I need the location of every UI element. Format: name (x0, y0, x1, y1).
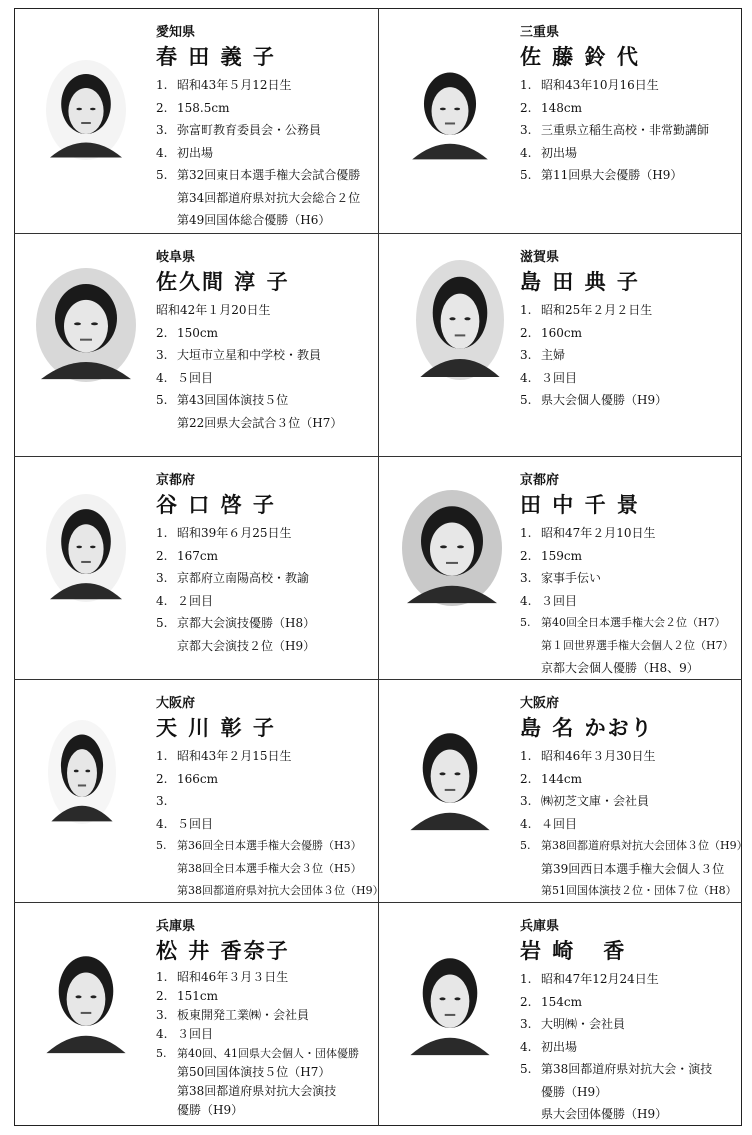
profile-details (520, 522, 734, 680)
portrait-eye (91, 322, 98, 325)
detail-line (520, 545, 734, 568)
portrait-face (432, 87, 469, 135)
item-text: 第38回都道府県対抗大会演技 (177, 1084, 337, 1098)
item-text: 第36回全日本選手権大会優勝（H3） (177, 839, 362, 852)
item-text: 昭和39年６月25日生 (177, 526, 292, 540)
detail-line (156, 1044, 359, 1063)
item-text: 第34回都道府県対抗大会総合２位 (177, 190, 361, 205)
profile-details (156, 522, 315, 657)
detail-line (156, 1006, 359, 1025)
item-text: 京都大会演技優勝（H8） (177, 616, 316, 630)
item-number: 1. (520, 749, 532, 763)
portrait-eye (464, 317, 470, 320)
person-name: 春 田 義 子 (156, 45, 276, 69)
portrait-eye (74, 770, 79, 773)
prefecture-label: 大阪府 (156, 696, 196, 711)
item-text: 第50回国体演技５位（H7） (177, 1065, 331, 1079)
portrait-photo (41, 55, 131, 165)
prefecture-label: 兵庫県 (520, 919, 560, 934)
item-text: 第51回国体演技２位・団体７位（H8） (541, 884, 737, 897)
detail-line (520, 522, 734, 545)
prefecture-label: 京都府 (156, 473, 196, 488)
detail-line (156, 187, 360, 210)
item-number: 3. (520, 348, 532, 362)
detail-line (156, 790, 384, 813)
item-text: 昭和42年１月20日生 (156, 303, 271, 317)
item-text: ３回目 (541, 370, 578, 385)
detail-line (156, 322, 342, 345)
item-number: 1. (520, 303, 532, 317)
detail-line (156, 1082, 359, 1101)
detail-line (520, 768, 748, 791)
item-number: 4. (520, 816, 532, 831)
item-text: 板東開発工業㈱・会社員 (177, 1008, 310, 1022)
item-text: 京都大会演技２位（H9） (177, 638, 316, 653)
detail-line (520, 657, 734, 680)
item-number: 1. (520, 972, 532, 986)
profile-details (156, 74, 360, 232)
item-text: 第38回都道府県対抗大会団体３位（H9） (177, 884, 384, 897)
portrait-mouth (81, 561, 91, 563)
item-number: 2. (520, 100, 532, 115)
portrait-mouth (81, 1012, 92, 1014)
detail-line (156, 813, 384, 836)
detail-line (520, 1103, 712, 1126)
item-text: 第38回全日本選手権大会３位（H5） (177, 861, 362, 875)
detail-line (156, 299, 342, 322)
detail-line (520, 968, 712, 991)
detail-line (156, 768, 384, 791)
item-number: 2. (156, 548, 168, 563)
portrait-face (68, 88, 103, 134)
item-number: 4. (156, 593, 168, 608)
item-number: 5. (156, 168, 168, 182)
detail-line (520, 1081, 712, 1104)
detail-line (520, 97, 709, 120)
item-number: 2. (156, 325, 168, 340)
item-text: ５回目 (177, 816, 214, 831)
item-text: 京都大会個人優勝（H8、9） (541, 661, 699, 675)
item-text: ４回目 (541, 816, 578, 831)
item-number: 4. (156, 145, 168, 160)
portrait-eye (440, 545, 447, 548)
detail-line (520, 389, 667, 412)
profile-details (520, 299, 667, 412)
prefecture-label: 京都府 (520, 473, 560, 488)
detail-line (520, 1036, 712, 1059)
portrait-photo (411, 255, 509, 385)
item-text: 京都府立南陽高校・教諭 (177, 571, 310, 585)
portrait-face (441, 294, 480, 349)
person-name: 谷 口 啓 子 (156, 493, 276, 517)
person-name: 天 川 彰 子 (156, 716, 276, 740)
profile-details (156, 299, 342, 434)
item-number: 1. (520, 78, 532, 92)
item-text: 159cm (541, 548, 583, 563)
portrait-eye (457, 545, 464, 548)
item-text: 県大会個人優勝（H9） (541, 393, 668, 407)
detail-line (520, 835, 748, 858)
portrait-eye (76, 108, 82, 111)
item-text: 第１回世界選手権大会個人２位（H7） (541, 638, 734, 652)
item-text: 144cm (541, 771, 583, 786)
item-text: 優勝（H9） (177, 1103, 244, 1117)
prefecture-label: 滋賀県 (520, 250, 560, 265)
portrait-mouth (445, 122, 455, 124)
item-text: 昭和46年３月30日生 (541, 749, 656, 763)
portrait-mouth (446, 562, 458, 564)
person-name: 佐 藤 鈴 代 (520, 45, 640, 69)
detail-line (156, 590, 315, 613)
item-number: 5. (156, 839, 167, 852)
detail-line (156, 835, 384, 858)
detail-line (156, 567, 315, 590)
portrait-face (431, 749, 470, 802)
profile-details (520, 74, 709, 187)
item-number: 2. (156, 771, 168, 786)
detail-line (156, 1063, 359, 1082)
portrait-photo (401, 937, 499, 1063)
portrait-mouth (78, 784, 86, 786)
item-text: 昭和25年２月２日生 (541, 303, 653, 317)
detail-line (520, 367, 667, 390)
item-number: 3. (520, 1017, 532, 1031)
item-text: ２回目 (177, 593, 214, 608)
item-text: ５回目 (177, 370, 214, 385)
item-text: 大明㈱・会社員 (541, 1017, 626, 1031)
person-name: 田 中 千 景 (520, 493, 640, 517)
item-number: 5. (520, 393, 532, 407)
detail-line (520, 590, 734, 613)
item-text: 昭和43年２月15日生 (177, 749, 292, 763)
item-number: 3. (156, 1008, 168, 1022)
item-number: 4. (156, 1027, 168, 1041)
item-text: 160cm (541, 325, 583, 340)
detail-line (156, 858, 384, 881)
portrait-eye (439, 772, 445, 775)
item-text: ㈱初芝文庫・会社員 (541, 794, 650, 808)
column-divider (378, 8, 379, 1126)
portrait-face (430, 522, 474, 575)
portrait-eye (454, 108, 460, 111)
item-number: 2. (520, 994, 532, 1009)
prefecture-label: 兵庫県 (156, 919, 196, 934)
item-number: 2. (520, 325, 532, 340)
portrait-eye (90, 108, 96, 111)
item-number: 4. (520, 145, 532, 160)
portrait-photo (37, 935, 135, 1061)
item-number: 1. (156, 526, 168, 540)
detail-line (520, 1058, 712, 1081)
item-number: 3. (156, 571, 168, 585)
portrait-eye (90, 995, 96, 998)
portrait-mouth (445, 1014, 456, 1016)
row-divider (14, 233, 742, 234)
item-number: 1. (156, 749, 168, 763)
detail-line (156, 344, 342, 367)
detail-line (156, 522, 315, 545)
item-text: 県大会団体優勝（H9） (541, 1107, 668, 1121)
item-number: 3. (520, 571, 532, 585)
portrait-photo (31, 263, 141, 387)
portrait-photo (41, 489, 131, 607)
portrait-eye (439, 997, 445, 1000)
item-text: 166cm (177, 771, 219, 786)
profile-details (520, 968, 712, 1126)
detail-line (156, 968, 359, 987)
item-text: 第38回都道府県対抗大会団体３位（H9） (541, 839, 748, 852)
item-number: 3. (156, 348, 168, 362)
detail-line (156, 612, 315, 635)
item-number: 3. (156, 794, 168, 808)
portrait-photo (43, 715, 121, 829)
item-text: 昭和43年10月16日生 (541, 78, 659, 92)
item-text: 昭和46年３月３日生 (177, 970, 289, 984)
portrait-mouth (81, 122, 91, 124)
detail-line (520, 344, 667, 367)
item-text: 第49回国体総合優勝（H6） (177, 213, 331, 227)
item-text: 第43回国体演技５位 (177, 393, 289, 407)
item-number: 1. (156, 78, 168, 92)
item-number: 5. (520, 168, 532, 182)
portrait-eye (449, 317, 455, 320)
portrait-eye (75, 995, 81, 998)
person-name: 島 田 典 子 (520, 270, 640, 294)
item-number: 4. (520, 593, 532, 608)
prefecture-label: 大阪府 (520, 696, 560, 711)
item-number: 4. (156, 370, 168, 385)
detail-line (520, 119, 709, 142)
portrait-mouth (455, 334, 466, 336)
detail-line (520, 880, 748, 903)
detail-line (156, 367, 342, 390)
detail-line (520, 991, 712, 1014)
item-text: 第38回都道府県対抗大会・演技 (541, 1062, 713, 1076)
detail-line (156, 209, 360, 232)
portrait-mouth (80, 339, 92, 341)
item-number: 3. (520, 123, 532, 137)
item-text: 昭和47年12月24日生 (541, 972, 659, 986)
detail-line (156, 635, 315, 658)
detail-line (156, 119, 360, 142)
person-name: 佐久間 淳 子 (156, 270, 290, 294)
item-text: 三重県立稲生高校・非常勤講師 (541, 123, 710, 137)
item-number: 2. (520, 771, 532, 786)
item-text: 弥富町教育委員会・公務員 (177, 123, 322, 137)
item-number: 4. (520, 370, 532, 385)
item-number: 5. (520, 1062, 532, 1076)
detail-line (156, 745, 384, 768)
item-text: 昭和43年５月12日生 (177, 78, 292, 92)
detail-line (156, 545, 315, 568)
portrait-photo (401, 712, 499, 838)
portrait-eye (90, 546, 96, 549)
detail-line (156, 142, 360, 165)
item-text: ３回目 (541, 593, 578, 608)
item-text: 第11回県大会優勝（H9） (541, 168, 683, 182)
detail-line (156, 1101, 359, 1120)
item-number: 3. (156, 123, 168, 137)
detail-line (520, 74, 709, 97)
portrait-face (67, 972, 106, 1025)
item-text: 第40回全日本選手権大会２位（H7） (541, 616, 726, 629)
portrait-eye (454, 772, 460, 775)
portrait-eye (440, 108, 446, 111)
detail-line (520, 299, 667, 322)
item-number: 1. (156, 970, 168, 984)
item-number: 5. (520, 616, 531, 629)
item-text: 150cm (177, 325, 219, 340)
item-number: 2. (156, 989, 168, 1003)
item-text: 第39回西日本選手権大会個人３位 (541, 861, 725, 876)
item-text: 158.5cm (177, 100, 230, 115)
profile-details (156, 968, 359, 1120)
item-number: 4. (156, 816, 168, 831)
item-text: 初出場 (541, 145, 578, 160)
item-text: 第32回東日本選手権大会試合優勝 (177, 168, 361, 182)
person-name: 松 井 香奈子 (156, 939, 290, 963)
person-name: 島 名 かおり (520, 716, 654, 740)
portrait-photo (403, 53, 497, 167)
item-text: 初出場 (177, 145, 214, 160)
item-text: 大垣市立星和中学校・教員 (177, 348, 322, 362)
item-number: 2. (156, 100, 168, 115)
detail-line (156, 164, 360, 187)
detail-line (156, 97, 360, 120)
detail-line (156, 880, 384, 903)
portrait-eye (85, 770, 90, 773)
item-text: 154cm (541, 994, 583, 1009)
item-text: ３回目 (177, 1027, 214, 1041)
portrait-eye (454, 997, 460, 1000)
item-text: 151cm (177, 989, 219, 1003)
item-number: 3. (520, 794, 532, 808)
portrait-face (431, 974, 470, 1027)
detail-line (520, 790, 748, 813)
detail-line (520, 635, 734, 658)
item-text: 第22回県大会試合３位（H7） (177, 415, 343, 430)
item-text: 167cm (177, 548, 219, 563)
item-text: 148cm (541, 100, 583, 115)
profile-details (520, 745, 748, 903)
prefecture-label: 三重県 (520, 25, 560, 40)
item-number: 5. (156, 1047, 167, 1060)
item-text: 主婦 (541, 348, 566, 362)
person-name: 岩 崎 香 (520, 939, 627, 963)
profile-details (156, 745, 384, 903)
detail-line (520, 612, 734, 635)
item-number: 1. (520, 526, 532, 540)
item-text: 初出場 (541, 1039, 578, 1054)
prefecture-label: 岐阜県 (156, 250, 196, 265)
portrait-eye (74, 322, 81, 325)
portrait-face (67, 749, 97, 797)
prefecture-label: 愛知県 (156, 25, 196, 40)
detail-line (520, 813, 748, 836)
item-number: 5. (156, 616, 168, 630)
detail-line (520, 567, 734, 590)
item-number: 2. (520, 548, 532, 563)
item-text: 家事手伝い (541, 571, 602, 585)
portrait-photo (397, 485, 507, 611)
detail-line (156, 74, 360, 97)
portrait-mouth (445, 789, 456, 791)
detail-line (520, 1013, 712, 1036)
item-number: 4. (520, 1039, 532, 1054)
detail-line (520, 142, 709, 165)
detail-line (520, 164, 709, 187)
detail-line (520, 858, 748, 881)
item-text: 優勝（H9） (541, 1084, 608, 1099)
detail-line (156, 412, 342, 435)
detail-line (520, 322, 667, 345)
portrait-face (68, 524, 103, 574)
detail-line (156, 389, 342, 412)
row-divider (14, 456, 742, 457)
portrait-eye (76, 546, 82, 549)
item-text: 昭和47年２月10日生 (541, 526, 656, 540)
detail-line (156, 1025, 359, 1044)
detail-line (520, 745, 748, 768)
item-number: 5. (156, 393, 168, 407)
item-text: 第40回、41回県大会個人・団体優勝 (177, 1047, 359, 1060)
item-number: 5. (520, 839, 531, 852)
portrait-face (64, 300, 108, 352)
detail-line (156, 987, 359, 1006)
